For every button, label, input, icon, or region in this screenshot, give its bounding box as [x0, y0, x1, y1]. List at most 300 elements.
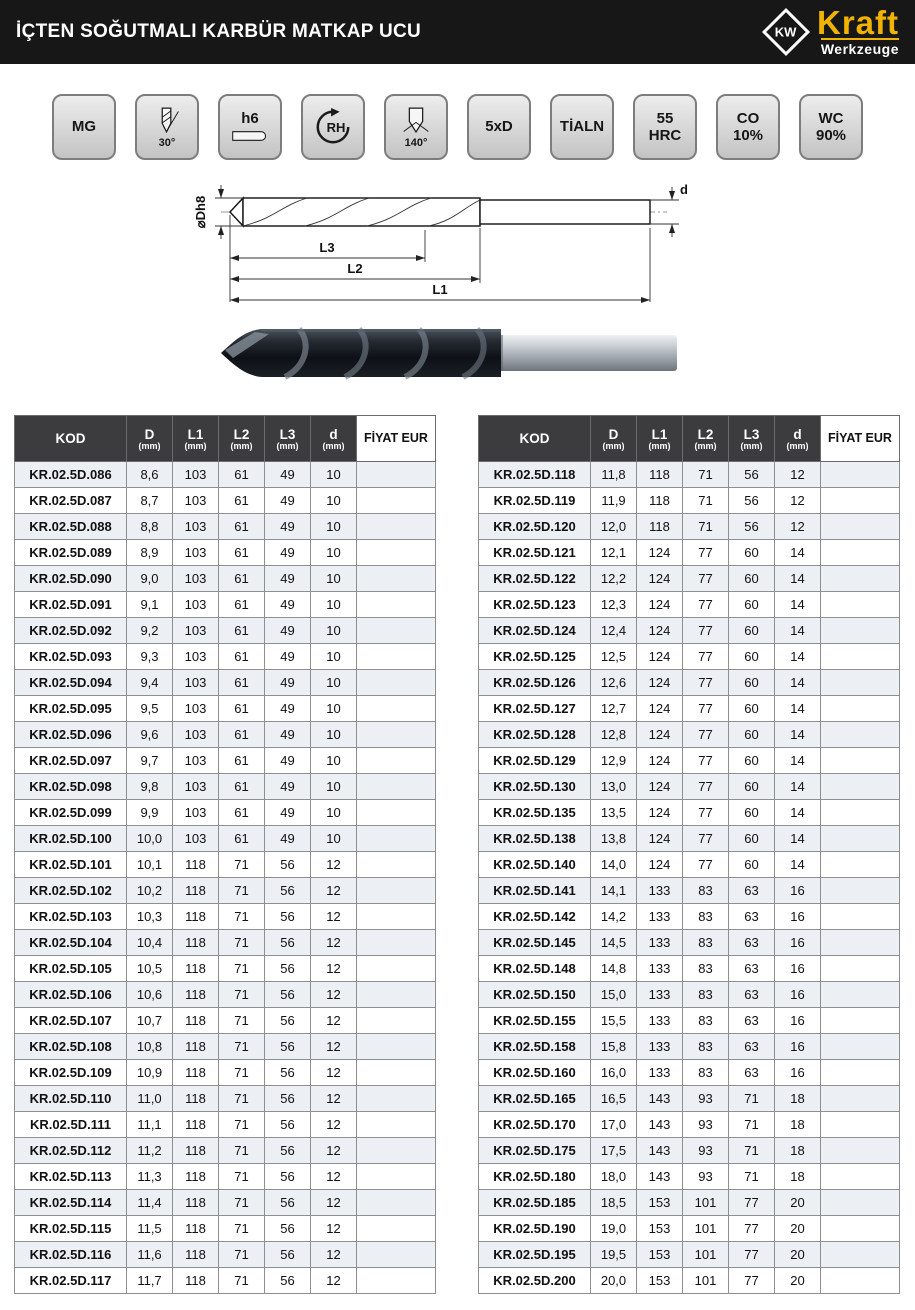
value-cell: 118: [173, 1164, 219, 1190]
value-cell: 16,0: [591, 1060, 637, 1086]
value-cell: 10: [311, 696, 357, 722]
price-cell: [357, 670, 436, 696]
value-cell: 103: [173, 826, 219, 852]
value-cell: 10: [311, 774, 357, 800]
value-cell: 56: [265, 1086, 311, 1112]
value-cell: 49: [265, 488, 311, 514]
value-cell: 12: [311, 852, 357, 878]
price-cell: [821, 852, 900, 878]
kod-cell: KR.02.5D.126: [479, 670, 591, 696]
value-cell: 118: [173, 852, 219, 878]
value-cell: 20,0: [591, 1268, 637, 1294]
value-cell: 17,5: [591, 1138, 637, 1164]
product-row: [479, 592, 900, 618]
value-cell: 143: [637, 1086, 683, 1112]
value-cell: 103: [173, 670, 219, 696]
value-cell: 61: [219, 644, 265, 670]
value-cell: 63: [729, 982, 775, 1008]
value-cell: 10,5: [127, 956, 173, 982]
product-row: [479, 982, 900, 1008]
value-cell: 71: [219, 1112, 265, 1138]
value-cell: 124: [637, 670, 683, 696]
value-cell: 12: [311, 1242, 357, 1268]
price-cell: [357, 774, 436, 800]
value-cell: 101: [683, 1268, 729, 1294]
column-header-l3: L3 (mm): [265, 416, 311, 462]
kod-cell: KR.02.5D.170: [479, 1112, 591, 1138]
shank-h6-icon: [231, 128, 269, 144]
value-cell: 60: [729, 670, 775, 696]
value-cell: 14,1: [591, 878, 637, 904]
value-cell: 63: [729, 1034, 775, 1060]
value-cell: 61: [219, 488, 265, 514]
kod-cell: KR.02.5D.116: [15, 1242, 127, 1268]
product-row: [479, 930, 900, 956]
value-cell: 83: [683, 1008, 729, 1034]
value-cell: 60: [729, 696, 775, 722]
value-cell: 71: [219, 930, 265, 956]
price-cell: [821, 774, 900, 800]
value-cell: 61: [219, 748, 265, 774]
value-cell: 16: [775, 904, 821, 930]
value-cell: 71: [729, 1086, 775, 1112]
value-cell: 61: [219, 826, 265, 852]
page-title: İÇTEN SOĞUTMALI KARBÜR MATKAP UCU: [16, 21, 422, 42]
value-cell: 71: [219, 1216, 265, 1242]
column-header-kod: KOD: [479, 416, 591, 462]
product-row: [479, 696, 900, 722]
price-cell: [821, 1268, 900, 1294]
value-cell: 18,0: [591, 1164, 637, 1190]
value-cell: 153: [637, 1242, 683, 1268]
value-cell: 56: [729, 488, 775, 514]
value-cell: 12: [311, 1138, 357, 1164]
price-cell: [821, 800, 900, 826]
product-row: [479, 1112, 900, 1138]
value-cell: 8,7: [127, 488, 173, 514]
value-cell: 49: [265, 800, 311, 826]
value-cell: 11,0: [127, 1086, 173, 1112]
badge-shank-h6: [218, 94, 282, 160]
value-cell: 63: [729, 878, 775, 904]
kod-cell: KR.02.5D.106: [15, 982, 127, 1008]
badge-label: MG: [71, 118, 97, 135]
kod-cell: KR.02.5D.155: [479, 1008, 591, 1034]
kod-cell: KR.02.5D.141: [479, 878, 591, 904]
value-cell: 118: [173, 1190, 219, 1216]
value-cell: 9,0: [127, 566, 173, 592]
product-row: [479, 722, 900, 748]
kod-cell: KR.02.5D.165: [479, 1086, 591, 1112]
product-row: [479, 878, 900, 904]
product-row: [15, 488, 436, 514]
value-cell: 133: [637, 930, 683, 956]
value-cell: 14: [775, 540, 821, 566]
value-cell: 56: [265, 930, 311, 956]
value-cell: 15,0: [591, 982, 637, 1008]
value-cell: 61: [219, 514, 265, 540]
value-cell: 118: [173, 1138, 219, 1164]
value-cell: 61: [219, 462, 265, 488]
value-cell: 124: [637, 540, 683, 566]
price-cell: [821, 514, 900, 540]
value-cell: 61: [219, 670, 265, 696]
value-cell: 133: [637, 982, 683, 1008]
product-row: [15, 722, 436, 748]
value-cell: 10,2: [127, 878, 173, 904]
value-cell: 14,2: [591, 904, 637, 930]
value-cell: 124: [637, 592, 683, 618]
value-cell: 14,0: [591, 852, 637, 878]
value-cell: 12: [311, 1008, 357, 1034]
value-cell: 60: [729, 592, 775, 618]
column-header-l1: L1 (mm): [173, 416, 219, 462]
value-cell: 8,6: [127, 462, 173, 488]
value-cell: 10: [311, 514, 357, 540]
badge-label: 5xD: [485, 118, 513, 135]
value-cell: 61: [219, 696, 265, 722]
kod-cell: KR.02.5D.123: [479, 592, 591, 618]
value-cell: 12,8: [591, 722, 637, 748]
product-row: [15, 1164, 436, 1190]
kod-cell: KR.02.5D.200: [479, 1268, 591, 1294]
kod-cell: KR.02.5D.092: [15, 618, 127, 644]
product-row: [15, 1216, 436, 1242]
value-cell: 56: [265, 1268, 311, 1294]
value-cell: 10,1: [127, 852, 173, 878]
value-cell: 77: [729, 1268, 775, 1294]
column-header-l3: L3 (mm): [729, 416, 775, 462]
technical-drawing: [185, 182, 705, 312]
kod-cell: KR.02.5D.124: [479, 618, 591, 644]
price-cell: [357, 1138, 436, 1164]
value-cell: 56: [265, 1190, 311, 1216]
price-cell: [357, 826, 436, 852]
kod-cell: KR.02.5D.103: [15, 904, 127, 930]
value-cell: 71: [219, 1138, 265, 1164]
value-cell: 153: [637, 1216, 683, 1242]
value-cell: 103: [173, 514, 219, 540]
value-cell: 60: [729, 618, 775, 644]
price-cell: [357, 930, 436, 956]
product-row: [479, 956, 900, 982]
value-cell: 14: [775, 826, 821, 852]
products-table-left: [14, 415, 436, 1294]
value-cell: 12: [775, 514, 821, 540]
price-cell: [357, 1268, 436, 1294]
column-header-d-shank: d (mm): [775, 416, 821, 462]
product-row: [15, 904, 436, 930]
value-cell: 14: [775, 644, 821, 670]
kod-cell: KR.02.5D.095: [15, 696, 127, 722]
product-row: [479, 1060, 900, 1086]
value-cell: 12: [311, 956, 357, 982]
dim-label-d: d: [680, 182, 688, 197]
product-row: [15, 462, 436, 488]
value-cell: 10: [311, 566, 357, 592]
kod-cell: KR.02.5D.093: [15, 644, 127, 670]
value-cell: 118: [173, 1112, 219, 1138]
product-row: [479, 1216, 900, 1242]
value-cell: 17,0: [591, 1112, 637, 1138]
value-cell: 71: [219, 1242, 265, 1268]
product-photo: [215, 322, 685, 389]
value-cell: 103: [173, 566, 219, 592]
price-cell: [821, 644, 900, 670]
product-row: [15, 1138, 436, 1164]
value-cell: 124: [637, 852, 683, 878]
value-cell: 118: [637, 488, 683, 514]
product-row: [479, 514, 900, 540]
badge-point-140: [384, 94, 448, 160]
value-cell: 124: [637, 644, 683, 670]
value-cell: 12: [311, 1190, 357, 1216]
value-cell: 10,3: [127, 904, 173, 930]
kod-cell: KR.02.5D.127: [479, 696, 591, 722]
value-cell: 118: [173, 878, 219, 904]
value-cell: 77: [683, 852, 729, 878]
value-cell: 9,1: [127, 592, 173, 618]
badge-label: WC: [818, 109, 844, 127]
value-cell: 103: [173, 540, 219, 566]
drill-photo-image: [215, 322, 685, 384]
value-cell: 16: [775, 1034, 821, 1060]
price-cell: [821, 696, 900, 722]
value-cell: 11,7: [127, 1268, 173, 1294]
value-cell: 71: [683, 488, 729, 514]
column-header-l2: L2 (mm): [683, 416, 729, 462]
value-cell: 103: [173, 800, 219, 826]
table-header-row: [479, 416, 900, 462]
price-cell: [821, 488, 900, 514]
value-cell: 56: [729, 462, 775, 488]
value-cell: 56: [265, 1242, 311, 1268]
price-cell: [821, 1008, 900, 1034]
product-row: [15, 982, 436, 1008]
value-cell: 9,4: [127, 670, 173, 696]
dim-label-l1: L1: [432, 282, 448, 297]
value-cell: 133: [637, 956, 683, 982]
value-cell: 10: [311, 644, 357, 670]
value-cell: 77: [729, 1190, 775, 1216]
value-cell: 124: [637, 722, 683, 748]
value-cell: 83: [683, 956, 729, 982]
value-cell: 10,0: [127, 826, 173, 852]
kod-cell: KR.02.5D.090: [15, 566, 127, 592]
kod-cell: KR.02.5D.160: [479, 1060, 591, 1086]
value-cell: 20: [775, 1242, 821, 1268]
value-cell: 133: [637, 1060, 683, 1086]
value-cell: 103: [173, 618, 219, 644]
value-cell: 124: [637, 748, 683, 774]
product-row: [15, 774, 436, 800]
value-cell: 133: [637, 878, 683, 904]
value-cell: 71: [683, 462, 729, 488]
kod-cell: KR.02.5D.099: [15, 800, 127, 826]
product-row: [479, 1086, 900, 1112]
column-header-price: FİYAT EUR: [821, 416, 900, 462]
value-cell: 77: [683, 696, 729, 722]
value-cell: 49: [265, 722, 311, 748]
value-cell: 16,5: [591, 1086, 637, 1112]
value-cell: 124: [637, 696, 683, 722]
value-cell: 56: [265, 982, 311, 1008]
price-cell: [821, 1112, 900, 1138]
value-cell: 10: [311, 592, 357, 618]
price-cell: [357, 878, 436, 904]
product-row: [15, 1112, 436, 1138]
value-cell: 20: [775, 1190, 821, 1216]
value-cell: 77: [683, 800, 729, 826]
product-row: [479, 540, 900, 566]
value-cell: 14: [775, 592, 821, 618]
product-row: [479, 1268, 900, 1294]
price-cell: [357, 1190, 436, 1216]
value-cell: 12: [311, 878, 357, 904]
price-cell: [357, 514, 436, 540]
kod-cell: KR.02.5D.142: [479, 904, 591, 930]
value-cell: 61: [219, 540, 265, 566]
badge-helix-30: [135, 94, 199, 160]
product-row: [15, 852, 436, 878]
value-cell: 118: [637, 462, 683, 488]
value-cell: 77: [683, 592, 729, 618]
value-cell: 12: [775, 462, 821, 488]
value-cell: 56: [265, 956, 311, 982]
value-cell: 133: [637, 904, 683, 930]
value-cell: 49: [265, 592, 311, 618]
kod-cell: KR.02.5D.122: [479, 566, 591, 592]
drill-helix-angle-icon: [148, 106, 186, 136]
product-row: [15, 696, 436, 722]
badge-label: 30°: [158, 136, 176, 149]
kod-cell: KR.02.5D.158: [479, 1034, 591, 1060]
value-cell: 60: [729, 748, 775, 774]
value-cell: 12: [311, 1268, 357, 1294]
product-row: [15, 592, 436, 618]
column-header-d: D (mm): [591, 416, 637, 462]
value-cell: 71: [683, 514, 729, 540]
value-cell: 77: [729, 1216, 775, 1242]
value-cell: 83: [683, 1034, 729, 1060]
product-row: [479, 748, 900, 774]
value-cell: 71: [219, 1268, 265, 1294]
value-cell: 101: [683, 1242, 729, 1268]
product-row: [479, 644, 900, 670]
value-cell: 143: [637, 1112, 683, 1138]
kod-cell: KR.02.5D.094: [15, 670, 127, 696]
badge-label: CO: [736, 109, 760, 127]
value-cell: 118: [173, 956, 219, 982]
badge-label: 90%: [815, 126, 847, 144]
price-cell: [821, 566, 900, 592]
kod-cell: KR.02.5D.113: [15, 1164, 127, 1190]
product-row: [15, 1034, 436, 1060]
value-cell: 60: [729, 826, 775, 852]
value-cell: 18: [775, 1164, 821, 1190]
value-cell: 77: [683, 540, 729, 566]
value-cell: 16: [775, 1008, 821, 1034]
value-cell: 60: [729, 774, 775, 800]
kod-cell: KR.02.5D.110: [15, 1086, 127, 1112]
product-row: [15, 566, 436, 592]
value-cell: 12: [311, 1060, 357, 1086]
value-cell: 19,0: [591, 1216, 637, 1242]
kod-cell: KR.02.5D.091: [15, 592, 127, 618]
value-cell: 11,8: [591, 462, 637, 488]
value-cell: 56: [265, 1112, 311, 1138]
value-cell: 12,4: [591, 618, 637, 644]
value-cell: 13,5: [591, 800, 637, 826]
kod-cell: KR.02.5D.118: [479, 462, 591, 488]
value-cell: 71: [219, 1060, 265, 1086]
badge-label: RH: [326, 120, 346, 136]
price-cell: [821, 1242, 900, 1268]
column-header-price: FİYAT EUR: [357, 416, 436, 462]
value-cell: 103: [173, 488, 219, 514]
value-cell: 101: [683, 1216, 729, 1242]
kod-cell: KR.02.5D.089: [15, 540, 127, 566]
value-cell: 118: [173, 982, 219, 1008]
value-cell: 71: [219, 1034, 265, 1060]
price-cell: [821, 592, 900, 618]
product-row: [479, 852, 900, 878]
value-cell: 143: [637, 1138, 683, 1164]
value-cell: 12,3: [591, 592, 637, 618]
drill-dimension-diagram: [185, 182, 705, 307]
value-cell: 56: [729, 514, 775, 540]
price-cell: [357, 1242, 436, 1268]
value-cell: 9,3: [127, 644, 173, 670]
value-cell: 60: [729, 722, 775, 748]
value-cell: 49: [265, 514, 311, 540]
value-cell: 12,0: [591, 514, 637, 540]
badge-row: [52, 94, 863, 160]
column-header-l2: L2 (mm): [219, 416, 265, 462]
value-cell: 16: [775, 956, 821, 982]
kod-cell: KR.02.5D.088: [15, 514, 127, 540]
kod-cell: KR.02.5D.130: [479, 774, 591, 800]
value-cell: 14: [775, 748, 821, 774]
value-cell: 49: [265, 670, 311, 696]
price-cell: [357, 956, 436, 982]
kod-cell: KR.02.5D.101: [15, 852, 127, 878]
product-row: [15, 748, 436, 774]
value-cell: 14: [775, 852, 821, 878]
kod-cell: KR.02.5D.105: [15, 956, 127, 982]
kod-cell: KR.02.5D.108: [15, 1034, 127, 1060]
value-cell: 10,7: [127, 1008, 173, 1034]
value-cell: 60: [729, 644, 775, 670]
value-cell: 124: [637, 800, 683, 826]
column-header-l1: L1 (mm): [637, 416, 683, 462]
value-cell: 103: [173, 748, 219, 774]
value-cell: 14,5: [591, 930, 637, 956]
value-cell: 18: [775, 1138, 821, 1164]
kod-cell: KR.02.5D.135: [479, 800, 591, 826]
value-cell: 56: [265, 1060, 311, 1086]
value-cell: 12: [311, 1164, 357, 1190]
product-row: [15, 670, 436, 696]
value-cell: 124: [637, 774, 683, 800]
products-table-right: [478, 415, 900, 1294]
column-header-kod: KOD: [15, 416, 127, 462]
value-cell: 12: [311, 1086, 357, 1112]
product-row: [15, 514, 436, 540]
product-row: [15, 618, 436, 644]
value-cell: 93: [683, 1086, 729, 1112]
value-cell: 14: [775, 618, 821, 644]
